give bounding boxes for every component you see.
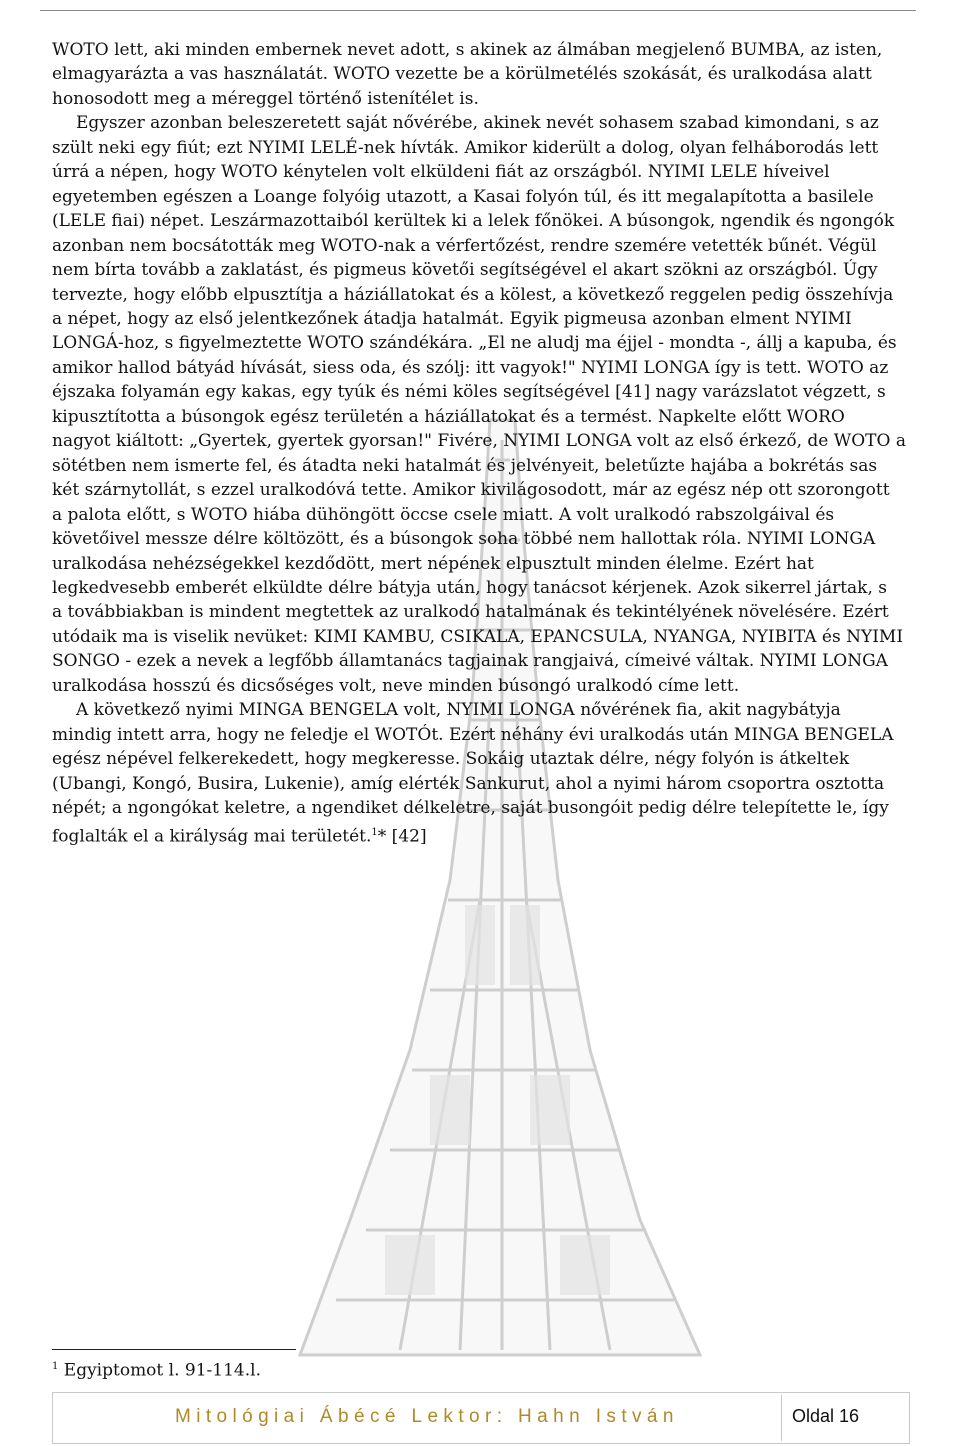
text-line: uralkodása nehézségekkel kezdődött, mert népének elpusztult minden élelme. Ezért hat [52, 553, 814, 574]
text-line: nagyot kiáltott: „Gyertek, gyertek gyorsan!" Fivére, NYIMI LONGA volt az első érkező, de WOTO a [52, 431, 906, 452]
text-line: mindig intett arra, hogy ne feledje el WOTÓt. Ezért néhány évi uralkodás után MINGA BENGELA [52, 724, 894, 745]
text-line: (Ubangi, Kongó, Busira, Lukenie), amíg elérték Sankurut, ahol a nyimi három csoportra osztotta [52, 773, 885, 794]
text-line: úrrá a népen, hogy WOTO kénytelen volt elküldeni fiát az országból. NYIMI LELE híveivel [52, 162, 830, 183]
text-line: LONGÁ-hoz, s figyelmeztette WOTO szándékára. „El ne aludj ma éjjel - mondta -, állj a kapuba, és [52, 333, 897, 354]
text-line: elmagyarázta a vas használatát. WOTO vezette be a körülmetélés szokását, és uralkodása alatt [52, 64, 872, 85]
last-line-text: foglalták el a királyság mai területét. [52, 826, 372, 847]
footnote-text: Egyiptomot l. 91-114.l. [63, 1360, 261, 1381]
text-line-last [52, 821, 910, 849]
header-rule [40, 10, 916, 11]
text-line: (LELE fiai) népet. Leszármazottaiból kerültek ki a lelek főnökei. A búsongok, ngendik és ngongók [52, 211, 895, 232]
text-line: a továbbiakban is mindent megtettek az uralkodó hatalmának és tekintélyének növelésére. Ezért [52, 602, 889, 623]
text-line: legkedvesebb emberét elküldte délre bátyja után, hogy tanácsot kérjenek. Azok sikerrel jártak, s [52, 577, 888, 598]
last-line-tail: * [42] [377, 826, 427, 847]
text-line: honosodott meg a méreggel történő istenítélet is. [52, 88, 479, 109]
footnote-reference[interactable]: 1 [371, 826, 378, 838]
footnote [52, 1356, 261, 1382]
text-line: egész népével felkerekedett, hogy megkeresse. Sokáig utaztak délre, négy folyón is átkeltek [52, 749, 850, 770]
text-line: uralkodása hosszú és dicsőséges volt, neve minden búsongó uralkodó címe lett. [52, 675, 740, 696]
footer-divider [781, 1395, 782, 1441]
text-line: kipusztította a búsongok egész területén a háziállatokat és a termést. Napkelte előtt WORO [52, 406, 845, 427]
text-line: két szárnytollát, s ezzel uralkodóvá tette. Amikor kivilágosodott, már az egész nép ott szorongott [52, 480, 890, 501]
text-line: egyetemben egészen a Loange folyóig utazott, a Kasai folyón túl, és itt megalapította a basilele [52, 186, 874, 207]
text-line: utódaik ma is viselik nevüket: KIMI KAMBU, CSIKALA, EPANCSULA, NYANGA, NYIBITA és NYIMI [52, 626, 904, 647]
text-line: követőivel messze délre költözött, és a búsongok soha többé nem hallottak róla. NYIMI LONGA [52, 529, 876, 550]
footer-title: Mitológiai Ábécé Lektor: Hahn István [175, 1406, 679, 1427]
body-text [52, 38, 910, 849]
text-line: amikor hallod bátyád hívását, siess oda, és szólj: itt vagyok!" NYIMI LONGA így is tett. WOTO az [52, 357, 889, 378]
text-line: Egyszer azonban beleszeretett saját nővérébe, akinek nevét sohasem szabad kimondani, s az [76, 113, 879, 134]
text-line: tervezte, hogy előbb elpusztítja a háziállatokat és a kölest, a következő reggelen pedig összehívja [52, 284, 894, 305]
text-line: a népet, hogy az első jelentkezőnek átadja hatalmát. Egyik pigmeusa azonban elment NYIMI [52, 308, 852, 329]
footnote-marker: 1 [52, 1361, 59, 1372]
text-line: sötétben nem ismerte fel, és átadta neki hatalmát és jelvényeit, beletűzte hajába a bokrétás sas [52, 455, 878, 476]
footnote-rule [52, 1349, 296, 1350]
text-line: azonban nem bocsátották meg WOTO-nak a vérfertőzést, rendre szemére vetették bűnét. Végül [52, 235, 877, 256]
text-line: SONGO - ezek a nevek a legfőbb államtanács tagjainak rangjaivá, címeivé váltak. NYIMI LONGA [52, 651, 888, 672]
text-line: a palota előtt, s WOTO hiába dühöngött öccse csele miatt. A volt uralkodó rabszolgáival és [52, 504, 835, 525]
text-line: népét; a ngongókat keletre, a ngendiket délkeletre, saját busongóit pedig délre telepítette le, így [52, 798, 889, 819]
text-line: WOTO lett, aki minden embernek nevet adott, s akinek az álmában megjelenő BUMBA, az isten, [52, 40, 883, 60]
text-line: A következő nyimi MINGA BENGELA volt, NYIMI LONGA nővérének fia, akit nagybátyja [76, 700, 841, 721]
text-line: nem bírta tovább a zaklatást, és pigmeus követői segítségével el akart szökni az országból. Úgy [52, 260, 878, 281]
text-line: éjszaka folyamán egy kakas, egy tyúk és némi köles segítségével [41] nagy varázslatot végzett, s [52, 382, 886, 403]
text-line: szült neki egy fiút; ezt NYIMI LELÉ-nek hívták. Amikor kiderült a dolog, olyan felháborodás lett [52, 137, 879, 158]
page-number: Oldal 16 [792, 1406, 860, 1426]
